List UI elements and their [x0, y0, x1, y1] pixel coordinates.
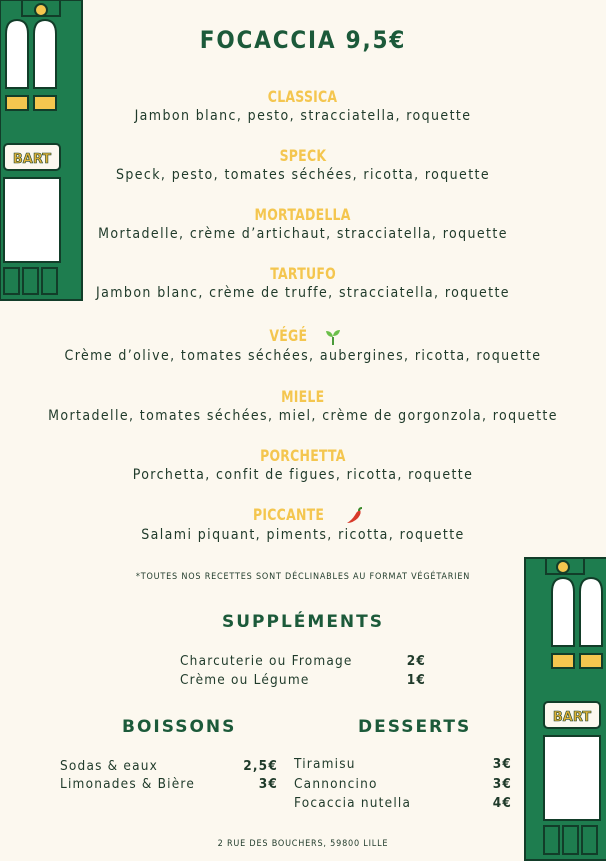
item-name: MORTADELLA — [254, 205, 352, 224]
item-description: Salami piquant, piments, ricotta, roquette — [141, 526, 465, 543]
dessert-label: Focaccia nutella — [294, 795, 412, 811]
vegetarian-note: *TOUTES NOS RECETTES SONT DÉCLINABLES AU FORMAT VÉGÉTARIEN — [135, 572, 471, 582]
dessert-row — [294, 756, 512, 772]
boisson-label: Sodas & eaux — [60, 758, 159, 774]
dessert-price: 3€ — [492, 756, 512, 772]
desserts-heading: DESSERTS — [358, 717, 472, 737]
boissons-heading: BOISSONS — [122, 717, 237, 737]
menu-item — [0, 205, 606, 242]
dessert-price: 4€ — [492, 795, 512, 811]
menu-item — [0, 264, 606, 301]
menu-item — [0, 146, 606, 183]
supplement-label: Crème ou Légume — [180, 672, 310, 688]
page-title: FOCACCIA 9,5€ — [199, 26, 407, 54]
item-name: SPECK — [279, 146, 327, 165]
chili-pepper-icon — [345, 507, 363, 525]
item-description: Crème d’olive, tomates séchées, aubergines, ricotta, roquette — [64, 347, 542, 364]
dessert-price: 3€ — [492, 776, 512, 792]
boisson-row — [60, 758, 278, 774]
dessert-row — [294, 795, 512, 811]
supplement-row — [180, 672, 426, 688]
item-description: Mortadelle, crème d’artichaut, stracciatella, roquette — [98, 226, 508, 242]
facade-logo-text: BART — [552, 710, 592, 725]
supplements-heading: SUPPLÉMENTS — [221, 612, 384, 632]
item-name: PICCANTE — [253, 505, 325, 524]
boisson-price: 3€ — [258, 776, 278, 792]
item-name: PORCHETTA — [260, 446, 346, 465]
menu-item — [0, 505, 606, 543]
item-description: Speck, pesto, tomates séchées, ricotta, roquette — [115, 167, 491, 183]
dessert-label: Tiramisu — [294, 756, 356, 772]
item-description: Mortadelle, tomates séchées, miel, crème de gorgonzola, roquette — [48, 408, 558, 424]
menu-item — [0, 387, 606, 424]
address-footer: 2 RUE DES BOUCHERS, 59800 LILLE — [217, 839, 389, 849]
item-name: VÉGÉ — [269, 326, 308, 345]
facade-logo-text: BART — [12, 152, 52, 167]
item-name: CLASSICA — [268, 87, 338, 106]
supplement-row — [180, 653, 426, 669]
boisson-row — [60, 776, 278, 792]
boisson-label: Limonades & Bière — [60, 776, 195, 792]
dessert-label: Cannoncino — [294, 776, 378, 792]
supplement-price: 2€ — [406, 653, 426, 669]
menu-item — [0, 87, 606, 124]
item-name: TARTUFO — [270, 264, 336, 283]
item-name: MIELE — [281, 387, 325, 406]
sprout-icon — [324, 328, 342, 346]
item-description: Jambon blanc, crème de truffe, stracciatella, roquette — [96, 285, 510, 301]
menu-item — [0, 446, 606, 483]
item-description: Porchetta, confit de figues, ricotta, roquette — [132, 467, 474, 483]
dessert-row — [294, 776, 512, 792]
item-description: Jambon blanc, pesto, stracciatella, roquette — [134, 108, 472, 124]
shop-facade-bottom-right — [524, 556, 606, 861]
menu-item — [0, 326, 606, 364]
supplement-label: Charcuterie ou Fromage — [180, 653, 353, 669]
boisson-price: 2,5€ — [243, 758, 278, 774]
supplement-price: 1€ — [406, 672, 426, 688]
